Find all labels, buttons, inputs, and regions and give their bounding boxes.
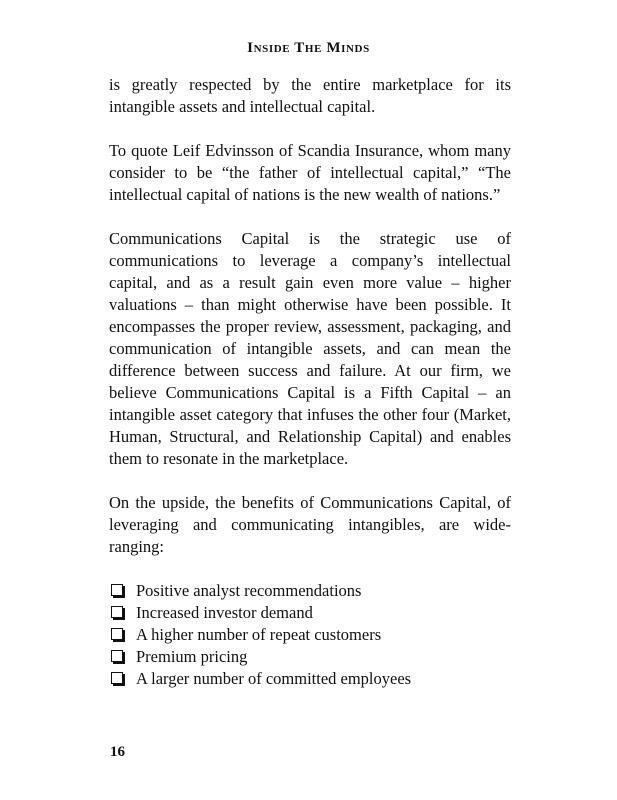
paragraph-3: Communications Capital is the strategic use of communications to leverage a company’s intellectual capital, and as a result gain even more value – higher valuations – than might otherwise have been possible. It encompasses the proper review, assessment, packaging, and communication of intangible assets, and can mean the difference between success and failure. At our firm, we believe Communications Capital is a Fifth Capital – an intangible asset category that infuses the other four (Market, Human, Structural, and Relationship Capital) and enables them to resonate in the marketplace.: [109, 229, 511, 468]
checkbox-icon: [111, 606, 123, 618]
list-item: [109, 668, 511, 690]
running-header: Inside The Minds: [247, 40, 370, 56]
checkbox-icon: [111, 672, 123, 684]
list-item-label: Positive analyst recommendations: [136, 581, 362, 600]
checkbox-icon: [111, 584, 123, 596]
list-item: [109, 646, 511, 668]
list-item-label: A larger number of committed employees: [136, 669, 412, 688]
paragraph-4: On the upside, the benefits of Communications Capital, of leveraging and communicating intangibles, are wide-ranging:: [109, 493, 511, 556]
paragraph-1: is greatly respected by the entire marketplace for its intangible assets and intellectual capital.: [109, 75, 511, 116]
page-body: [109, 74, 511, 690]
list-item: [109, 624, 511, 646]
list-item-label: Increased investor demand: [136, 603, 313, 622]
list-item-label: Premium pricing: [136, 647, 248, 666]
list-item: [109, 580, 511, 602]
benefits-list: [109, 580, 511, 690]
list-item: [109, 602, 511, 624]
paragraph-2: To quote Leif Edvinsson of Scandia Insurance, whom many consider to be “the father of intellectual capital,” “The intellectual capital of nations is the new wealth of nations.”: [109, 141, 511, 204]
checkbox-icon: [111, 650, 123, 662]
list-item-label: A higher number of repeat customers: [136, 625, 382, 644]
checkbox-icon: [111, 628, 123, 640]
page-number: 16: [110, 744, 125, 760]
